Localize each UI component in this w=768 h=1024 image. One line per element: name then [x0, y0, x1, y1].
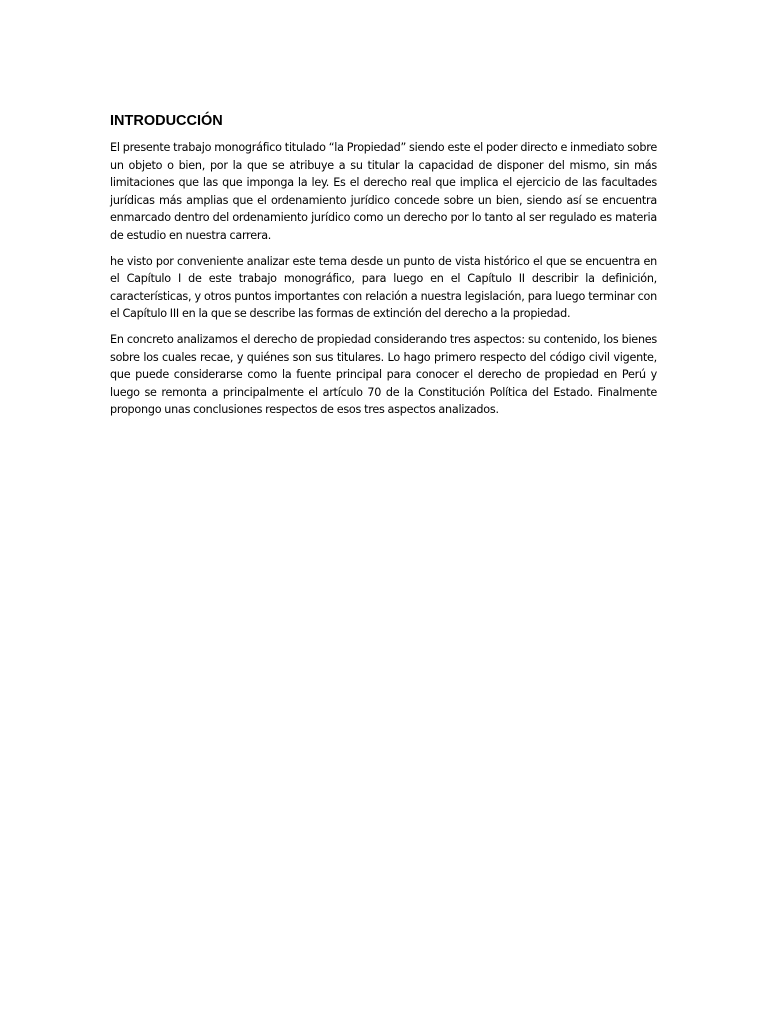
paragraph-1: El presente trabajo monográfico titulado “la Propiedad” siendo este el poder directo e inmediato sobre un objeto o bien, por la que se atribuye a su titular la capacidad de disponer del mismo, sin más limitaciones que las que imponga la ley. Es el derecho real que implica el ejercicio de las facultades jurídicas más amplias que el ordenamiento jurídico concede sobre un bien, siendo así se encuentra enmarcado dentro del ordenamiento jurídico como un derecho por lo tanto al ser regulado es materia de estudio en nuestra carrera.	[110, 141, 657, 242]
paragraph-2: he visto por conveniente analizar este tema desde un punto de vista histórico el que se encuentra en el Capítulo I de este trabajo monográfico, para luego en el Capítulo II describir la definición, características, y otros puntos importantes con relación a nuestra legislación, para luego terminar con el Capítulo III en la que se describe las formas de extinción del derecho a la propiedad.	[110, 254, 657, 321]
document-body	[110, 112, 657, 427]
paragraph-3: En concreto analizamos el derecho de propiedad considerando tres aspectos: su contenido, los bienes sobre los cuales recae, y quiénes son sus titulares. Lo hago primero respecto del código civil vigente, que puede considerarse como la fuente principal para conocer el derecho de propiedad en Perú y luego se remonta a principalmente el artículo 70 de la Constitución Política del Estado. Finalmente propongo unas conclusiones respectos de esos tres aspectos analizados.	[110, 332, 657, 417]
section-heading: INTRODUCCIÓN	[110, 113, 223, 129]
